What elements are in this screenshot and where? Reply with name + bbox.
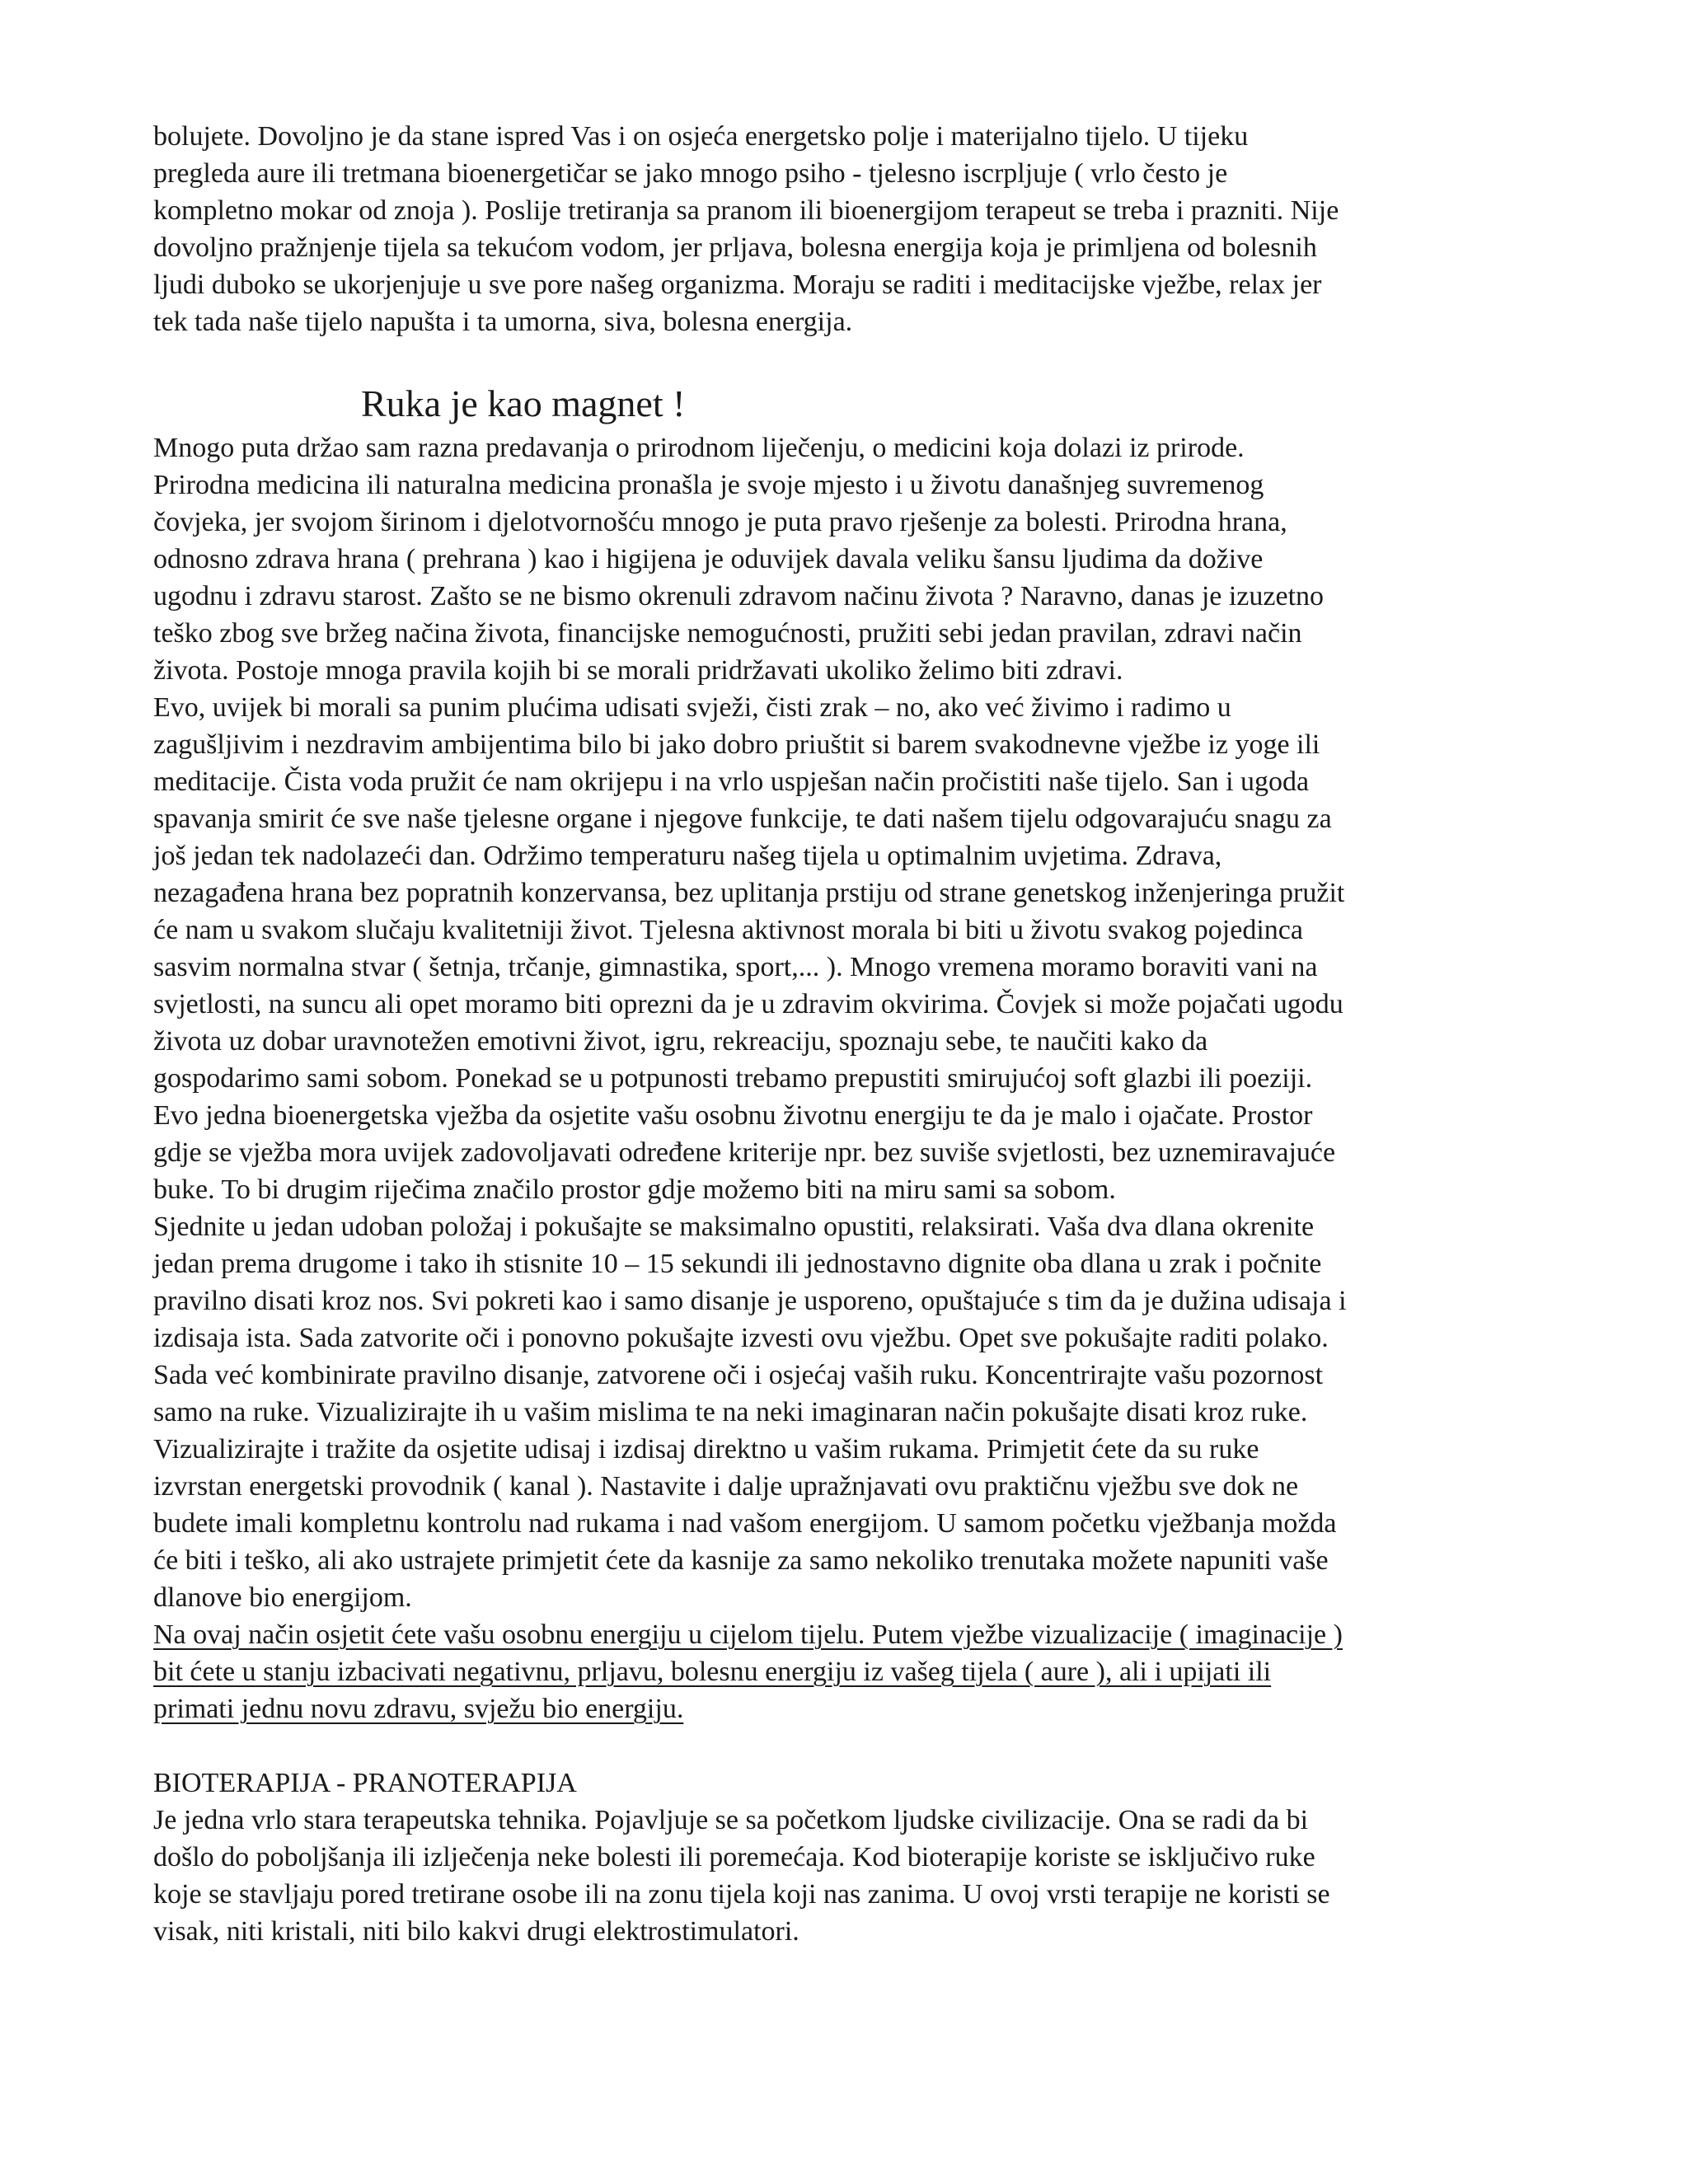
paragraph-line: će biti i teško, ali ako ustrajete primjetit ćete da kasnije za samo nekoliko trenutaka možete napuniti vaše (153, 1545, 1329, 1576)
paragraph-line: Vizualizirajte i tražite da osjetite udisaj i izdisaj direktno u vašim rukama. Primjetit ćete da su ruke (153, 1434, 1259, 1465)
paragraph-line: dovoljno pražnjenje tijela sa tekućom vodom, jer prljava, bolesna energija koja je primljena od bolesnih (153, 232, 1317, 263)
underlined-line: bit ćete u stanju izbacivati negativnu, prljavu, bolesnu energiju iz vašeg tijela ( aure ), ali i upijati ili (153, 1657, 1272, 1687)
underlined-line: primati jednu novu zdravu, svježu bio energiju. (153, 1694, 684, 1724)
paragraph-line: Mnogo puta držao sam razna predavanja o prirodnom liječenju, o medicini koja dolazi iz prirode. (153, 433, 1245, 463)
paragraph-line: odnosno zdrava hrana ( prehrana ) kao i higijena je oduvijek davala veliku šansu ljudima da dožive (153, 544, 1264, 574)
paragraph-line: Prirodna medicina ili naturalna medicina pronašla je svoje mjesto i u životu današnjeg suvremenog (153, 470, 1264, 500)
paragraph-line: Sada već kombinirate pravilno disanje, zatvorene oči i osjećaj vaših ruku. Koncentrirajte vašu pozornost (153, 1360, 1324, 1390)
paragraph-line: buke. To bi drugim riječima značilo prostor gdje možemo biti na miru sami sa sobom. (153, 1174, 1116, 1205)
paragraph-line: gospodarimo sami sobom. Ponekad se u potpunosti trebamo prepustiti smirujućoj soft glazbi ili poeziji. (153, 1063, 1313, 1094)
paragraph-line: života. Postoje mnoga pravila kojih bi se morali pridržavati ukoliko želimo biti zdravi. (153, 655, 1123, 686)
paragraph-line: pregleda aure ili tretmana bioenergetičar se jako mnogo psiho - tjelesno iscrpljuje ( vrlo često je (153, 158, 1228, 189)
paragraph-line: ugodnu i zdravu starost. Zašto se ne bismo okrenuli zdravom načinu života ? Naravno, danas je izuzetno (153, 581, 1325, 612)
paragraph-line: svjetlosti, na suncu ali opet moramo biti oprezni da je u zdravim okvirima. Čovjek si može pojačati ugodu (153, 989, 1343, 1019)
section-heading: Ruka je kao magnet ! (361, 382, 686, 424)
paragraph-line: Evo jedna bioenergetska vježba da osjetite vašu osobnu životnu energiju te da je malo i ojačate. Prostor (153, 1100, 1313, 1131)
paragraph-line: izdisaja ista. Sada zatvorite oči i ponovno pokušajte izvesti ovu vježbu. Opet sve pokušajte raditi polako. (153, 1323, 1329, 1353)
paragraph-line: nezagađena hrana bez popratnih konzervansa, bez uplitanja prstiju od strane genetskog inženjeringa pružit (153, 878, 1345, 908)
paragraph-line: tek tada naše tijelo napušta i ta umorna, siva, bolesna energija. (153, 307, 853, 337)
paragraph-line: sasvim normalna stvar ( šetnja, trčanje, gimnastika, sport,... ). Mnogo vremena moramo boraviti vani na (153, 952, 1318, 982)
paragraph-line: došlo do poboljšanja ili izlječenja neke bolesti ili poremećaja. Kod bioterapije koriste se isključivo ruke (153, 1842, 1315, 1872)
paragraph-line: koje se stavljaju pored tretirane osobe ili na zonu tijela koji nas zanima. U ovoj vrsti terapije ne koristi se (153, 1879, 1330, 1910)
paragraph-line: budete imali kompletnu kontrolu nad rukama i nad vašom energijom. U samom početku vježbanja možda (153, 1508, 1337, 1539)
paragraph-line: izvrstan energetski provodnik ( kanal ). Nastavite i dalje upražnjavati ovu praktičnu vježbu sve dok ne (153, 1471, 1299, 1502)
paragraph-line: teško zbog sve bržeg načina života, financijske nemogućnosti, pružiti sebi jedan pravilan, zdravi način (153, 618, 1302, 649)
paragraph-line: zagušljivim i nezdravim ambijentima bilo bi jako dobro priuštit si barem svakodnevne vježbe iz yoge ili (153, 729, 1320, 760)
paragraph-line: jedan prema drugome i tako ih stisnite 10 – 15 sekundi ili jednostavno dignite oba dlana u zrak i počnite (153, 1249, 1322, 1279)
paragraph-line: ljudi duboko se ukorjenjuje u sve pore našeg organizma. Moraju se raditi i meditacijske vježbe, relax jer (153, 269, 1322, 300)
paragraph-line: dlanove bio energijom. (153, 1582, 412, 1613)
paragraph-line: Je jedna vrlo stara terapeutska tehnika. Pojavljuje se sa početkom ljudske civilizacije. Ona se radi da bi (153, 1805, 1309, 1835)
paragraph-line: pravilno disati kroz nos. Svi pokreti kao i samo disanje je usporeno, opuštajuće s tim da je dužina udisaja i (153, 1286, 1347, 1316)
paragraph-line: čovjeka, jer svojom širinom i djelotvornošću mnogo je puta pravo rješenje za bolesti. Prirodna hrana, (153, 507, 1287, 537)
underlined-line: Na ovaj način osjetit ćete vašu osobnu energiju u cijelom tijelu. Putem vježbe vizualizacije ( imaginacije ) (153, 1619, 1343, 1650)
paragraph-line: Sjednite u jedan udoban položaj i pokušajte se maksimalno opustiti, relaksirati. Vaša dva dlana okrenite (153, 1212, 1315, 1242)
paragraph-line: još jedan tek nadolazeći dan. Održimo temperaturu našeg tijela u optimalnim uvjetima. Zdrava, (153, 841, 1222, 871)
paragraph-line: kompletno mokar od znoja ). Poslije tretiranja sa pranom ili bioenergijom terapeut se treba i prazniti. Nije (153, 195, 1339, 226)
paragraph-line: gdje se vježba mora uvijek zadovoljavati određene kriterije npr. bez suviše svjetlosti, bez uznemiravajuće (153, 1137, 1336, 1168)
paragraph-line: visak, niti kristali, niti bilo kakvi drugi elektrostimulatori. (153, 1916, 799, 1947)
paragraph-line: života uz dobar uravnotežen emotivni život, igru, rekreaciju, spoznaju sebe, te naučiti kako da (153, 1026, 1208, 1057)
paragraph-line: spavanja smirit će sve naše tjelesne organe i njegove funkcije, te dati našem tijelu odgovarajuću snagu za (153, 804, 1332, 834)
paragraph-line: meditacije. Čista voda pružit će nam okrijepu i na vrlo uspješan način pročistiti naše tijelo. San i ugoda (153, 766, 1310, 797)
paragraph-line: Evo, uvijek bi morali sa punim plućima udisati svježi, čisti zrak – no, ako već živimo i radimo u (153, 692, 1231, 723)
subheading: BIOTERAPIJA - PRANOTERAPIJA (153, 1768, 577, 1798)
paragraph-line: samo na ruke. Vizualizirajte ih u vašim mislima te na neki imaginaran način pokušajte disati kroz ruke. (153, 1397, 1308, 1427)
paragraph-line: bolujete. Dovoljno je da stane ispred Vas i on osjeća energetsko polje i materijalno tijelo. U tijeku (153, 121, 1249, 152)
paragraph-line: će nam u svakom slučaju kvalitetniji život. Tjelesna aktivnost morala bi biti u životu svakog pojedinca (153, 915, 1303, 945)
